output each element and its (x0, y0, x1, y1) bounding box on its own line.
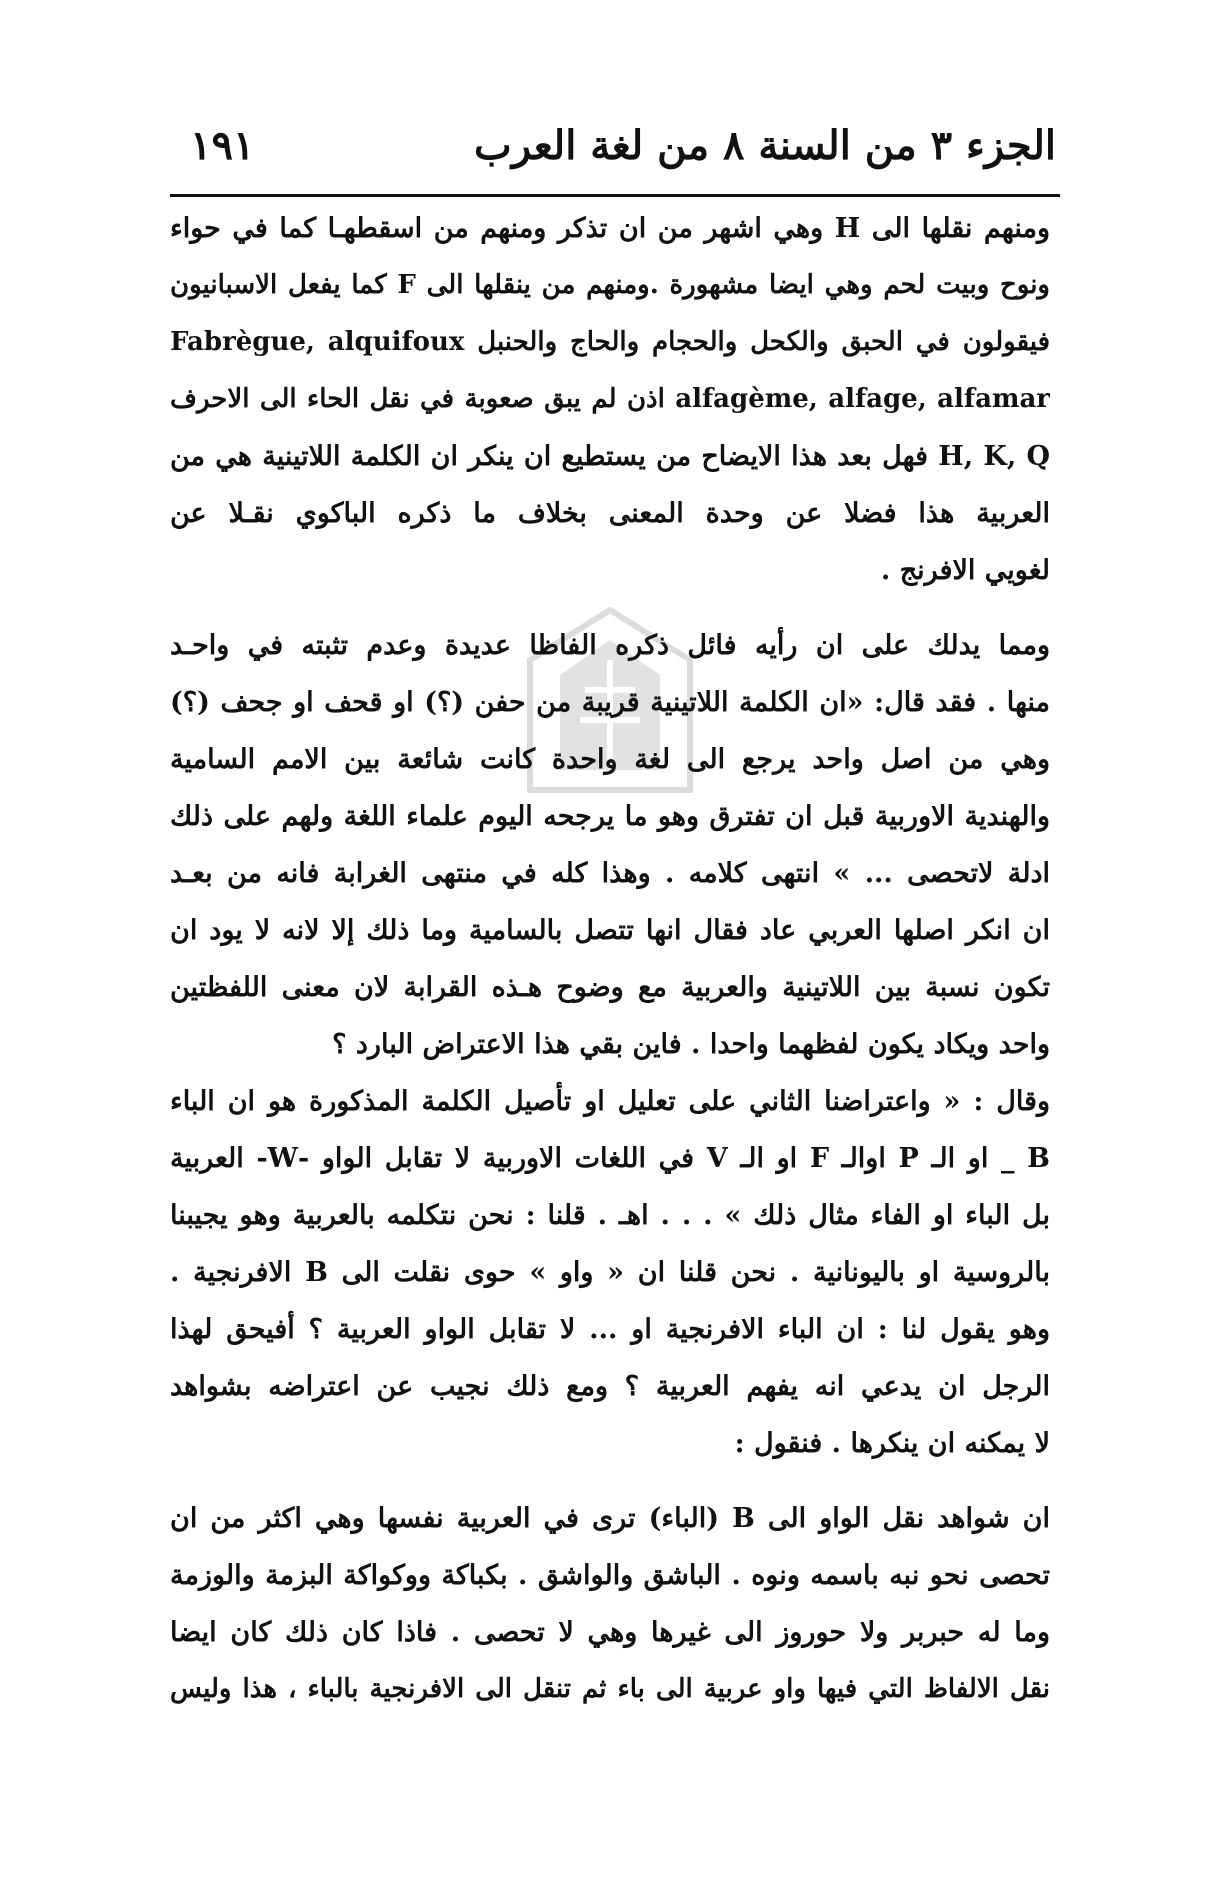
text-line: ومما يدلك على ان رأيه فائل ذكره الفاظا عديدة وعدم تثبته في واحـد (170, 630, 1050, 661)
text-line: alfagème, alfage, alfamar اذن لم يبق صعوبة في نقل الحاء الى الاحرف (170, 384, 1050, 414)
text-line: ومنهم نقلها الى H وهي اشهر من ان تذكر ومنهم من اسقطهـا كما في حواء (170, 213, 1050, 244)
text-line: بل الباء او الفاء مثال ذلك » . . . اهـ . قلنا : نحن نتكلمه بالعربية وهو يجيبنا (170, 1200, 1050, 1231)
text-line: الرجل ان يدعي انه يفهم العربية ؟ ومع ذلك نجيب عن اعتراضه بشواهد (170, 1371, 1050, 1402)
text-line: والهندية الاوربية قبل ان تفترق وهو ما يرجحه اليوم علماء اللغة ولهم على ذلك (170, 801, 1050, 832)
text-line: تكون نسبة بين اللاتينية والعربية مع وضوح هـذه القرابة لان معنى اللفظتين (170, 972, 1050, 1003)
text-line: بالروسية او باليونانية . نحن قلنا ان « واو » حوى نقلت الى B الافرنجية . (170, 1257, 1050, 1288)
paragraph-1 (170, 200, 1050, 599)
page-header (190, 122, 1056, 172)
text-line: لا يمكنه ان ينكرها . فنقول : (734, 1428, 1050, 1459)
text-line: ادلة لاتحصى ... » انتهى كلامه . وهذا كله في منتهى الغرابة فانه من بعـد (170, 858, 1050, 889)
text-line: ان انكر اصلها العربي عاد فقال انها تتصل بالسامية وما ذلك إلا لانه لا يود ان (170, 915, 1050, 946)
page-number: ١٩١ (190, 122, 255, 169)
text-line: تحصى نحو نبه باسمه ونوه . الباشق والواشق . بكباكة ووكواكة البزمة والوزمة (170, 1560, 1050, 1591)
text-line: لغويي الافرنج . (880, 555, 1050, 586)
text-line: ان شواهد نقل الواو الى B (الباء) ترى في العربية نفسها وهي اكثر من ان (170, 1503, 1050, 1534)
text-line: وهو يقول لنا : ان الباء الافرنجية او ... لا تقابل الواو العربية ؟ أفيحق لهذا (170, 1314, 1050, 1345)
text-line: واحد ويكاد يكون لفظهما واحدا . فاين بقي هذا الاعتراض البارد ؟ (332, 1029, 1050, 1060)
text-line: H, K, Q فهل بعد هذا الايضاح من يستطيع ان ينكر ان الكلمة اللاتينية هي من (170, 441, 1050, 472)
text-line: فيقولون في الحبق والكحل والحجام والحاج والحنبل Fabrègue, alquifoux (170, 327, 1050, 357)
text-line: B _ او الـ P اوالـ F او الـ V في اللغات الاوربية لا تقابل الواو -W- العربية (170, 1143, 1050, 1174)
text-line: وما له حبربر ولا حوروز الى غيرها وهي لا تحصى . فاذا كان ذلك كان ايضا (170, 1617, 1050, 1648)
text-line: وقال : « واعتراضنا الثاني على تعليل او تأصيل الكلمة المذكورة هو ان الباء (170, 1086, 1050, 1117)
paragraph-2 (170, 617, 1050, 1073)
text-line: منها . فقد قال: «ان الكلمة اللاتينية قريبة من حفن (؟) او قحف او جحف (؟) (170, 687, 1050, 718)
text-line: نقل الالفاظ التي فيها واو عربية الى باء ثم تنقل الى الافرنجية بالباء ، هذا وليس (170, 1674, 1050, 1704)
paragraph-3 (170, 1073, 1050, 1472)
paragraph-4 (170, 1490, 1050, 1718)
text-line: وهي من اصل واحد يرجع الى لغة واحدة كانت شائعة بين الامم السامية (170, 744, 1050, 775)
article-body (170, 200, 1050, 1718)
running-head: الجزء ٣ من السنة ٨ من لغة العرب (474, 122, 1056, 169)
text-line: ونوح وبيت لحم وهي ايضا مشهورة .ومنهم من ينقلها الى F كما يفعل الاسبانيون (170, 270, 1050, 300)
header-rule (170, 194, 1060, 197)
text-line: العربية هذا فضلا عن وحدة المعنى بخلاف ما ذكره الباكوي نقـلا عن (170, 498, 1050, 529)
